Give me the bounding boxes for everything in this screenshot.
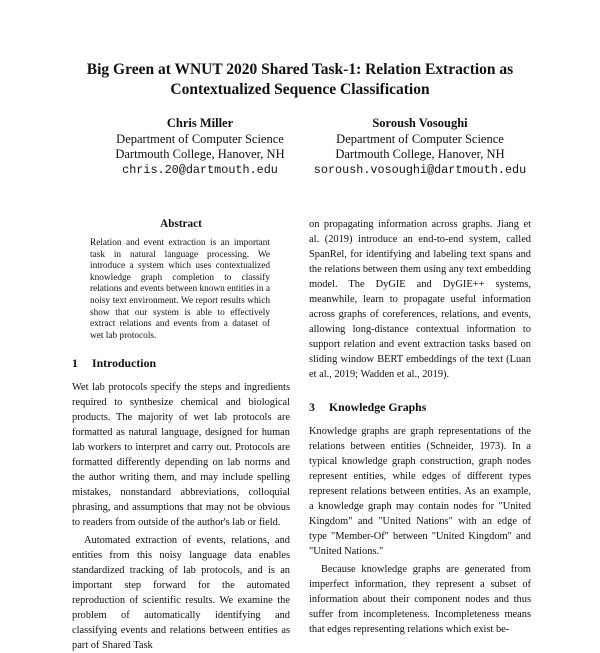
author-email: soroush.vosoughi@dartmouth.edu [313, 162, 527, 177]
section-title: Introduction [92, 356, 157, 371]
title-line-2: Contextualized Sequence Classification [170, 81, 430, 98]
section-title: Knowledge Graphs [329, 400, 427, 414]
author-affiliation: Dartmouth College, Hanover, NH [335, 147, 505, 161]
left-column [72, 217, 290, 653]
intro-paragraph-2: Automated extraction of events, relations, and entities from this noisy language data enables standardized tracking of lab protocols, and is an important step forward for the automated reproduction of scientific results. We examine the problem of automatically identifying and classifying events and relations between entities as part of Shared Task [72, 535, 290, 652]
author-department: Department of Computer Science [116, 131, 284, 146]
author-name: Soroush Vosoughi [372, 116, 468, 130]
kg-paragraph-2: Because knowledge graphs are generated from imperfect information, they represent a subset of information about their component nodes and thus suffer from incompleteness. Incompleteness means that edges representing relations which exist be- [309, 564, 531, 635]
kg-paragraph-1: Knowledge graphs are graph representations of the relations between entities (Schneider, 1973). In a typical knowledge graph construction, graph nodes represent entities, while edges of different types represent relations between entities. As an example, a knowledge graph may contain nodes for "United Kingdom" and "United Nations" with an edge of type "Member-Of" between "United Kingdom" and "United Nations." [309, 426, 531, 557]
author-name: Chris Miller [166, 116, 234, 130]
author-email: chris.20@dartmouth.edu [122, 162, 278, 177]
section-heading-knowledge-graphs [309, 400, 531, 415]
abstract-text: Relation and event extraction is an important task in natural language processing. We introduce a system which uses contextualized knowledge graph completion to classify relations and events between known entities in a noisy text environment. We report results which show that our system is able to effectively extract relations and events from a dataset of wet lab protocols. [90, 238, 270, 341]
title-line-1: Big Green at WNUT 2020 Shared Task-1: Relation Extraction as [86, 61, 514, 78]
author-2 [300, 116, 540, 178]
author-affiliation: Dartmouth College, Hanover, NH [115, 147, 285, 161]
right-column [309, 217, 531, 637]
section-number: 1 [72, 356, 78, 371]
author-1 [100, 116, 300, 178]
author-department: Department of Computer Science [336, 131, 504, 146]
section-number: 3 [309, 400, 315, 414]
intro-paragraph-1: Wet lab protocols specify the steps and ingredients required to synthesize chemical and biological products. The majority of wet lab protocols are formatted as natural language, designed for human lab workers to interpret and carry out. Protocols are formatted differently depending on lab norms and the author writing them, and may include spelling mistakes, nonstandard abbreviations, colloquial phrasing, and assumptions that may not be obvious to readers from outside of the author's lab or field. [72, 382, 290, 529]
paper-title [0, 60, 600, 100]
section-heading-introduction [72, 356, 290, 371]
abstract-heading: Abstract [160, 218, 202, 230]
related-work-text: on propagating information across graphs. Jiang et al. (2019) introduce an end-to-end system, called SpanRel, for identifying and labeling text spans and the relations between them using any text embedding model. The DyGIE and DyGIE++ systems, meanwhile, learn to propagate useful information across graphs of coreferences, relations, and events, allowing long-distance contextual information to support relation and event extraction tasks based on sliding window BERT embeddings of the text (Luan et al., 2019; Wadden et al., 2019). [309, 219, 531, 380]
